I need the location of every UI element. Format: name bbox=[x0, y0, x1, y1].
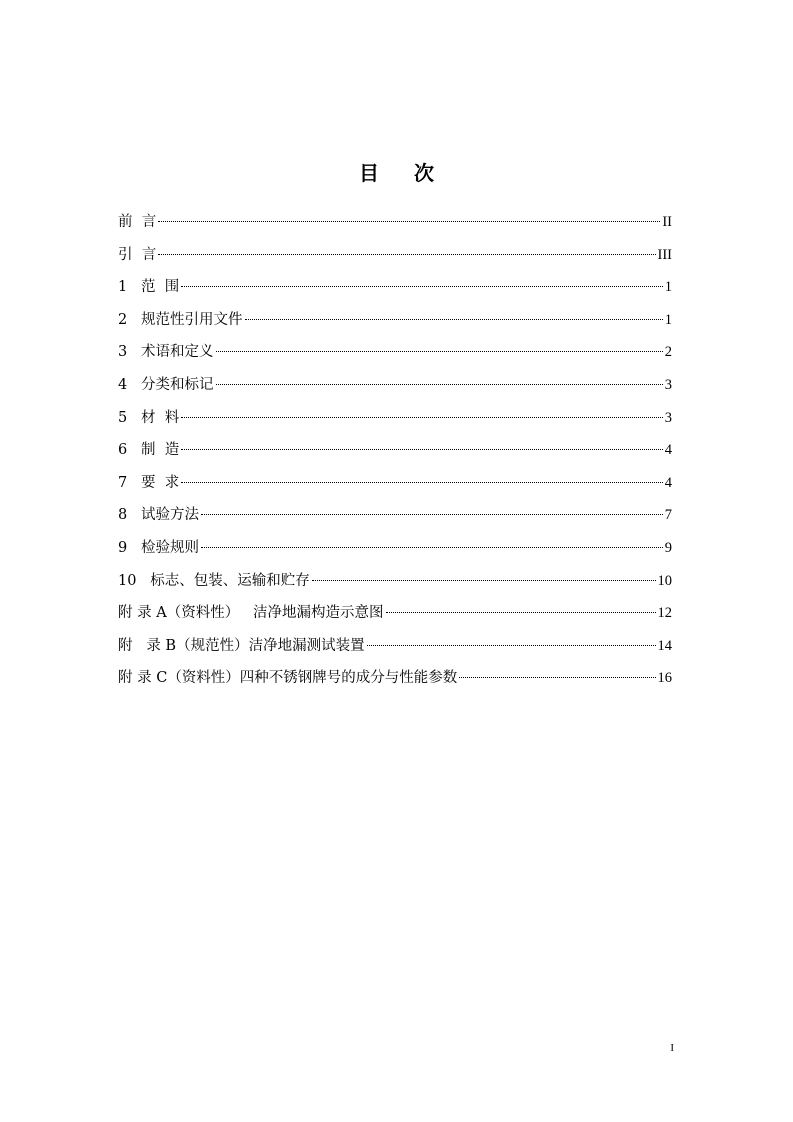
toc-entry-requirements[interactable] bbox=[118, 467, 672, 500]
toc-entry-page-number: 9 bbox=[664, 539, 672, 556]
toc-dot-leader bbox=[245, 318, 663, 320]
toc-entry-label: 前 言 bbox=[118, 214, 157, 230]
toc-entry-terms-definitions[interactable] bbox=[118, 336, 672, 369]
toc-dot-leader bbox=[201, 513, 663, 515]
toc-entry-appendix-b[interactable] bbox=[118, 630, 672, 663]
toc-dot-leader bbox=[181, 416, 662, 418]
toc-entry-label: 8 试验方法 bbox=[118, 507, 200, 524]
toc-entry-label: 7 要 求 bbox=[118, 474, 180, 491]
toc-dot-leader bbox=[216, 350, 663, 352]
toc-entry-label: 9 检验规则 bbox=[118, 539, 200, 556]
toc-dot-leader bbox=[181, 448, 662, 450]
toc-entry-page-number: 4 bbox=[664, 474, 672, 491]
toc-dot-leader bbox=[216, 383, 663, 385]
toc-entry-page-number: 3 bbox=[664, 376, 672, 393]
toc-entry-label: 附 录 C（资料性）四种不锈钢牌号的成分与性能参数 bbox=[118, 670, 458, 687]
toc-entry-test-methods[interactable] bbox=[118, 499, 672, 532]
toc-entry-page-number: 10 bbox=[657, 572, 672, 589]
toc-entry-marking-packaging[interactable] bbox=[118, 565, 672, 598]
toc-entry-label: 2 规范性引用文件 bbox=[118, 311, 243, 328]
toc-entry-label: 引 言 bbox=[118, 246, 157, 263]
table-of-contents bbox=[118, 206, 672, 695]
toc-entry-page-number: 16 bbox=[657, 670, 672, 687]
toc-entry-page-number: III bbox=[657, 246, 672, 263]
toc-entry-label: 4 分类和标记 bbox=[118, 376, 214, 393]
toc-entry-label: 5 材 料 bbox=[118, 409, 180, 426]
toc-dot-leader bbox=[367, 644, 656, 646]
toc-entry-label: 附 录 A（资料性） 洁净地漏构造示意图 bbox=[118, 605, 384, 622]
toc-entry-label: 6 制 造 bbox=[118, 442, 180, 459]
toc-entry-inspection-rules[interactable] bbox=[118, 532, 672, 565]
toc-entry-page-number: 12 bbox=[657, 605, 672, 622]
footer-page-number: I bbox=[670, 1042, 674, 1054]
toc-entry-appendix-a[interactable] bbox=[118, 597, 672, 630]
toc-dot-leader bbox=[181, 481, 662, 483]
toc-entry-label: 10 标志、包装、运输和贮存 bbox=[118, 572, 310, 589]
toc-entry-normative-references[interactable] bbox=[118, 304, 672, 337]
toc-dot-leader bbox=[386, 611, 656, 613]
toc-entry-page-number: 14 bbox=[657, 637, 672, 654]
toc-dot-leader bbox=[158, 253, 655, 255]
toc-entry-page-number: 1 bbox=[664, 279, 672, 296]
toc-entry-foreword[interactable] bbox=[118, 206, 672, 239]
page-title: 目 次 bbox=[359, 161, 448, 185]
toc-entry-scope[interactable] bbox=[118, 271, 672, 304]
toc-entry-page-number: 4 bbox=[664, 442, 672, 459]
toc-entry-appendix-c[interactable] bbox=[118, 662, 672, 695]
toc-dot-leader bbox=[181, 285, 662, 287]
toc-entry-page-number: 3 bbox=[664, 409, 672, 426]
toc-entry-manufacturing[interactable] bbox=[118, 434, 672, 467]
toc-entry-classification-marking[interactable] bbox=[118, 369, 672, 402]
toc-entry-page-number: 7 bbox=[664, 507, 672, 524]
toc-dot-leader bbox=[312, 579, 656, 581]
toc-dot-leader bbox=[201, 546, 663, 548]
toc-entry-page-number: 2 bbox=[664, 344, 672, 361]
toc-dot-leader bbox=[459, 676, 655, 678]
toc-entry-label: 1 范 围 bbox=[118, 279, 180, 296]
toc-entry-label: 附 录 B（规范性）洁净地漏测试装置 bbox=[118, 637, 365, 654]
toc-entry-materials[interactable] bbox=[118, 402, 672, 435]
toc-dot-leader bbox=[158, 220, 660, 222]
toc-entry-introduction[interactable] bbox=[118, 239, 672, 272]
toc-entry-page-number: II bbox=[662, 214, 672, 230]
toc-entry-page-number: 1 bbox=[664, 311, 672, 328]
toc-entry-label: 3 术语和定义 bbox=[118, 344, 214, 361]
